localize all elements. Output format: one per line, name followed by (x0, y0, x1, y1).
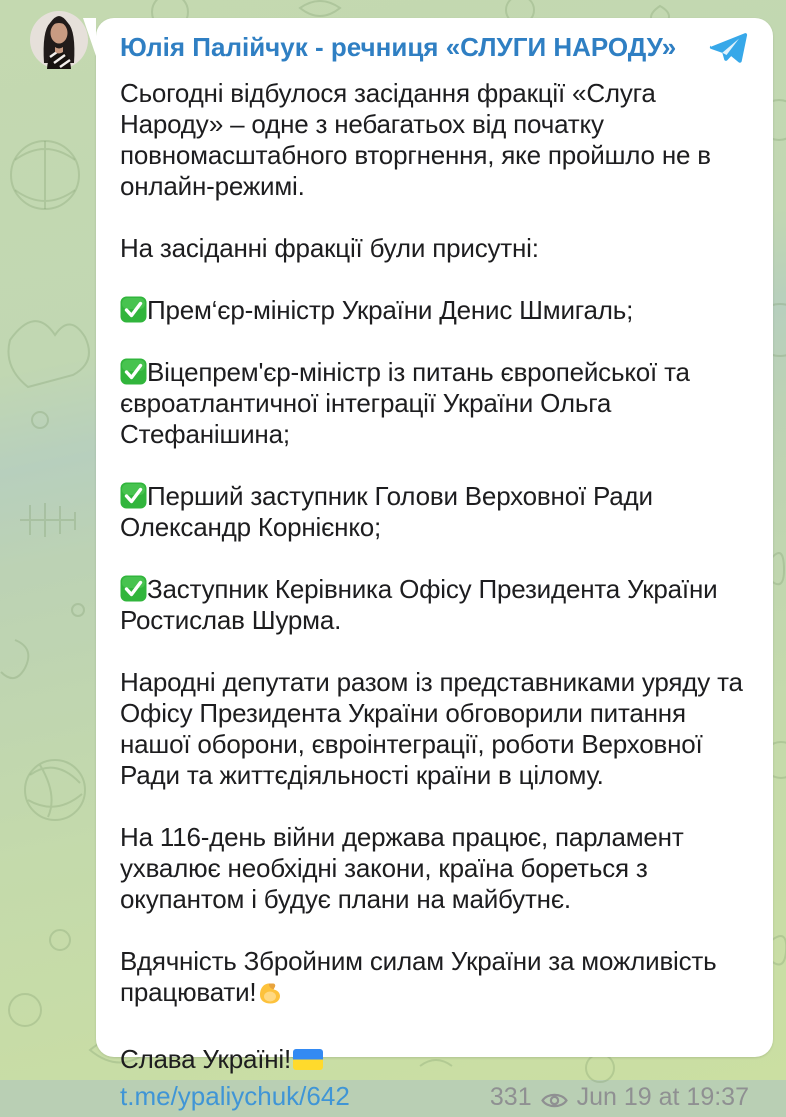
telegram-plane-icon[interactable] (709, 31, 749, 67)
message-paragraph: Прем‘єр-міністр України Денис Шмигаль; (120, 295, 749, 326)
message-paragraph: Народні депутати разом із представниками уряду та Офісу Президента України обговорили питання нашої оборони, євроінтеграції, роботи Верховної Ради та життєдіяльності країни в цілому. (120, 667, 743, 790)
message-paragraph: Слава Україні! (120, 1044, 749, 1075)
message-paragraph: Перший заступник Голови Верховної Ради Олександр Корнієнко; (120, 481, 653, 542)
message-paragraph: На засіданні фракції були присутні: (120, 233, 539, 263)
avatar-image (30, 11, 88, 69)
message-meta (490, 1083, 749, 1112)
message-bubble (96, 18, 773, 1111)
check-emoji (120, 358, 147, 385)
message-footer (120, 1081, 749, 1112)
post-link[interactable]: t.me/ypaliychuk/642 (120, 1081, 350, 1111)
ukraine-flag-emoji (293, 1049, 323, 1070)
flexed-biceps-emoji (256, 979, 283, 1013)
message-paragraph: Сьогодні відбулося засідання фракції «Слуга Народу» – одне з небагатьох від початку повномасштабного вторгнення, яке пройшло не в онлайн-режимі. (120, 78, 711, 201)
message-paragraph: Віцепрем'єр-міністр із питань європейської та євроатлантичної інтеграції України Ольга Стефанішина; (120, 357, 690, 449)
message-header (120, 31, 749, 67)
message-paragraph: Заступник Керівника Офісу Президента України Ростислав Шурма. (120, 574, 718, 635)
views-eye-icon (541, 1088, 568, 1107)
view-count: 331 (489, 1083, 532, 1111)
check-emoji (120, 482, 147, 509)
timestamp: Jun 19 at 19:37 (576, 1083, 749, 1111)
avatar[interactable] (30, 11, 88, 69)
message-paragraph: Вдячність Збройним силам України за можливість працювати! (120, 946, 749, 1013)
message-text (120, 78, 749, 1075)
check-emoji (120, 296, 147, 323)
check-emoji (120, 575, 147, 602)
message-paragraph: На 116-день війни держава працює, парламент ухвалює необхідні закони, країна бореться з окупантом і будує плани на майбутнє. (120, 822, 684, 914)
channel-name[interactable]: Юлія Палійчук - речниця «СЛУГИ НАРОДУ» (120, 32, 677, 62)
